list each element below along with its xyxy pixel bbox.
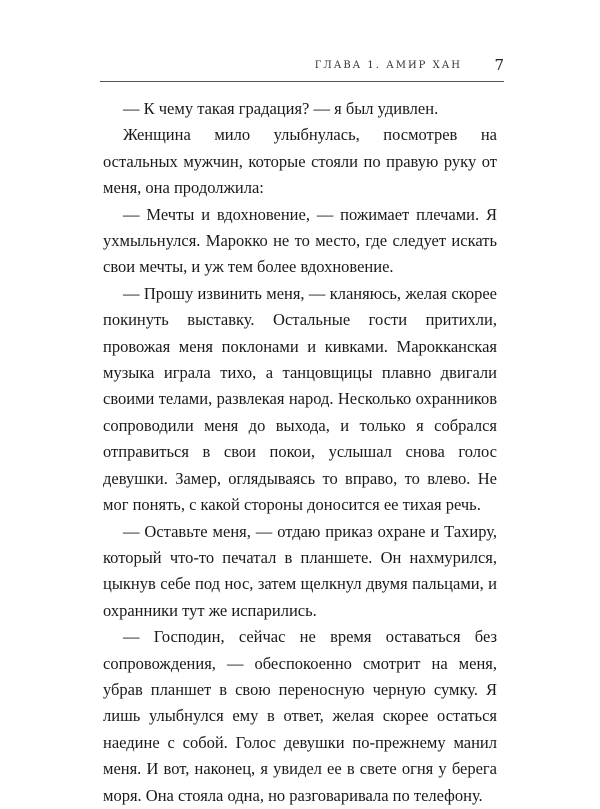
paragraph: Женщина мило улыбнулась, посмотрев на остальных мужчин, которые стояли по правую руку от меня, она продолжила: [103,125,497,198]
header-rule [100,81,504,82]
chapter-title: ГЛАВА 1. АМИР ХАН [314,60,462,71]
paragraph: — Прошу извинить меня, — кланяюсь, желая скорее покинуть выставку. Остальные гости притихли, провожая меня поклонами и кивками. Марокканская музыка играла тихо, а танцовщицы плавно двигали своими телами, развлекая народ. Несколько охранников сопроводили меня до выхода, и только я собрался отправиться в свои покои, услышал снова голос девушки. Замер, оглядываясь то вправо, то влево. Не мог понять, с какой стороны доносится ее тихая речь. [103,283,497,515]
body-text [103,96,497,809]
running-head [100,56,504,82]
paragraph: — Господин, сейчас не время оставаться без сопровождения, — обеспокоенно смотрит на меня, убрав планшет в свою переносную черную сумку. Я лишь улыбнулся ему в ответ, желая скорее остаться наедине с собой. Голос девушки по-прежнему манил меня. И вот, наконец, я увидел ее в свете огня у берега моря. Она стояла одна, но разговаривала по телефону. [103,627,497,805]
page-number: 7 [494,56,504,74]
paragraph: — Мечты и вдохновение, — пожимает плечами. Я ухмыльнулся. Марокко не то место, где следует искать свои мечты, и уж тем более вдохновение. [103,204,497,277]
paragraph: — Оставьте меня, — отдаю приказ охране и Тахиру, который что-то печатал в планшете. Он нахмурился, цыкнув себе под нос, затем щелкнул двумя пальцами, и охранники тут же испарились. [103,521,497,620]
paragraph: — К чему такая градация? — я был удивлен. [123,99,439,118]
